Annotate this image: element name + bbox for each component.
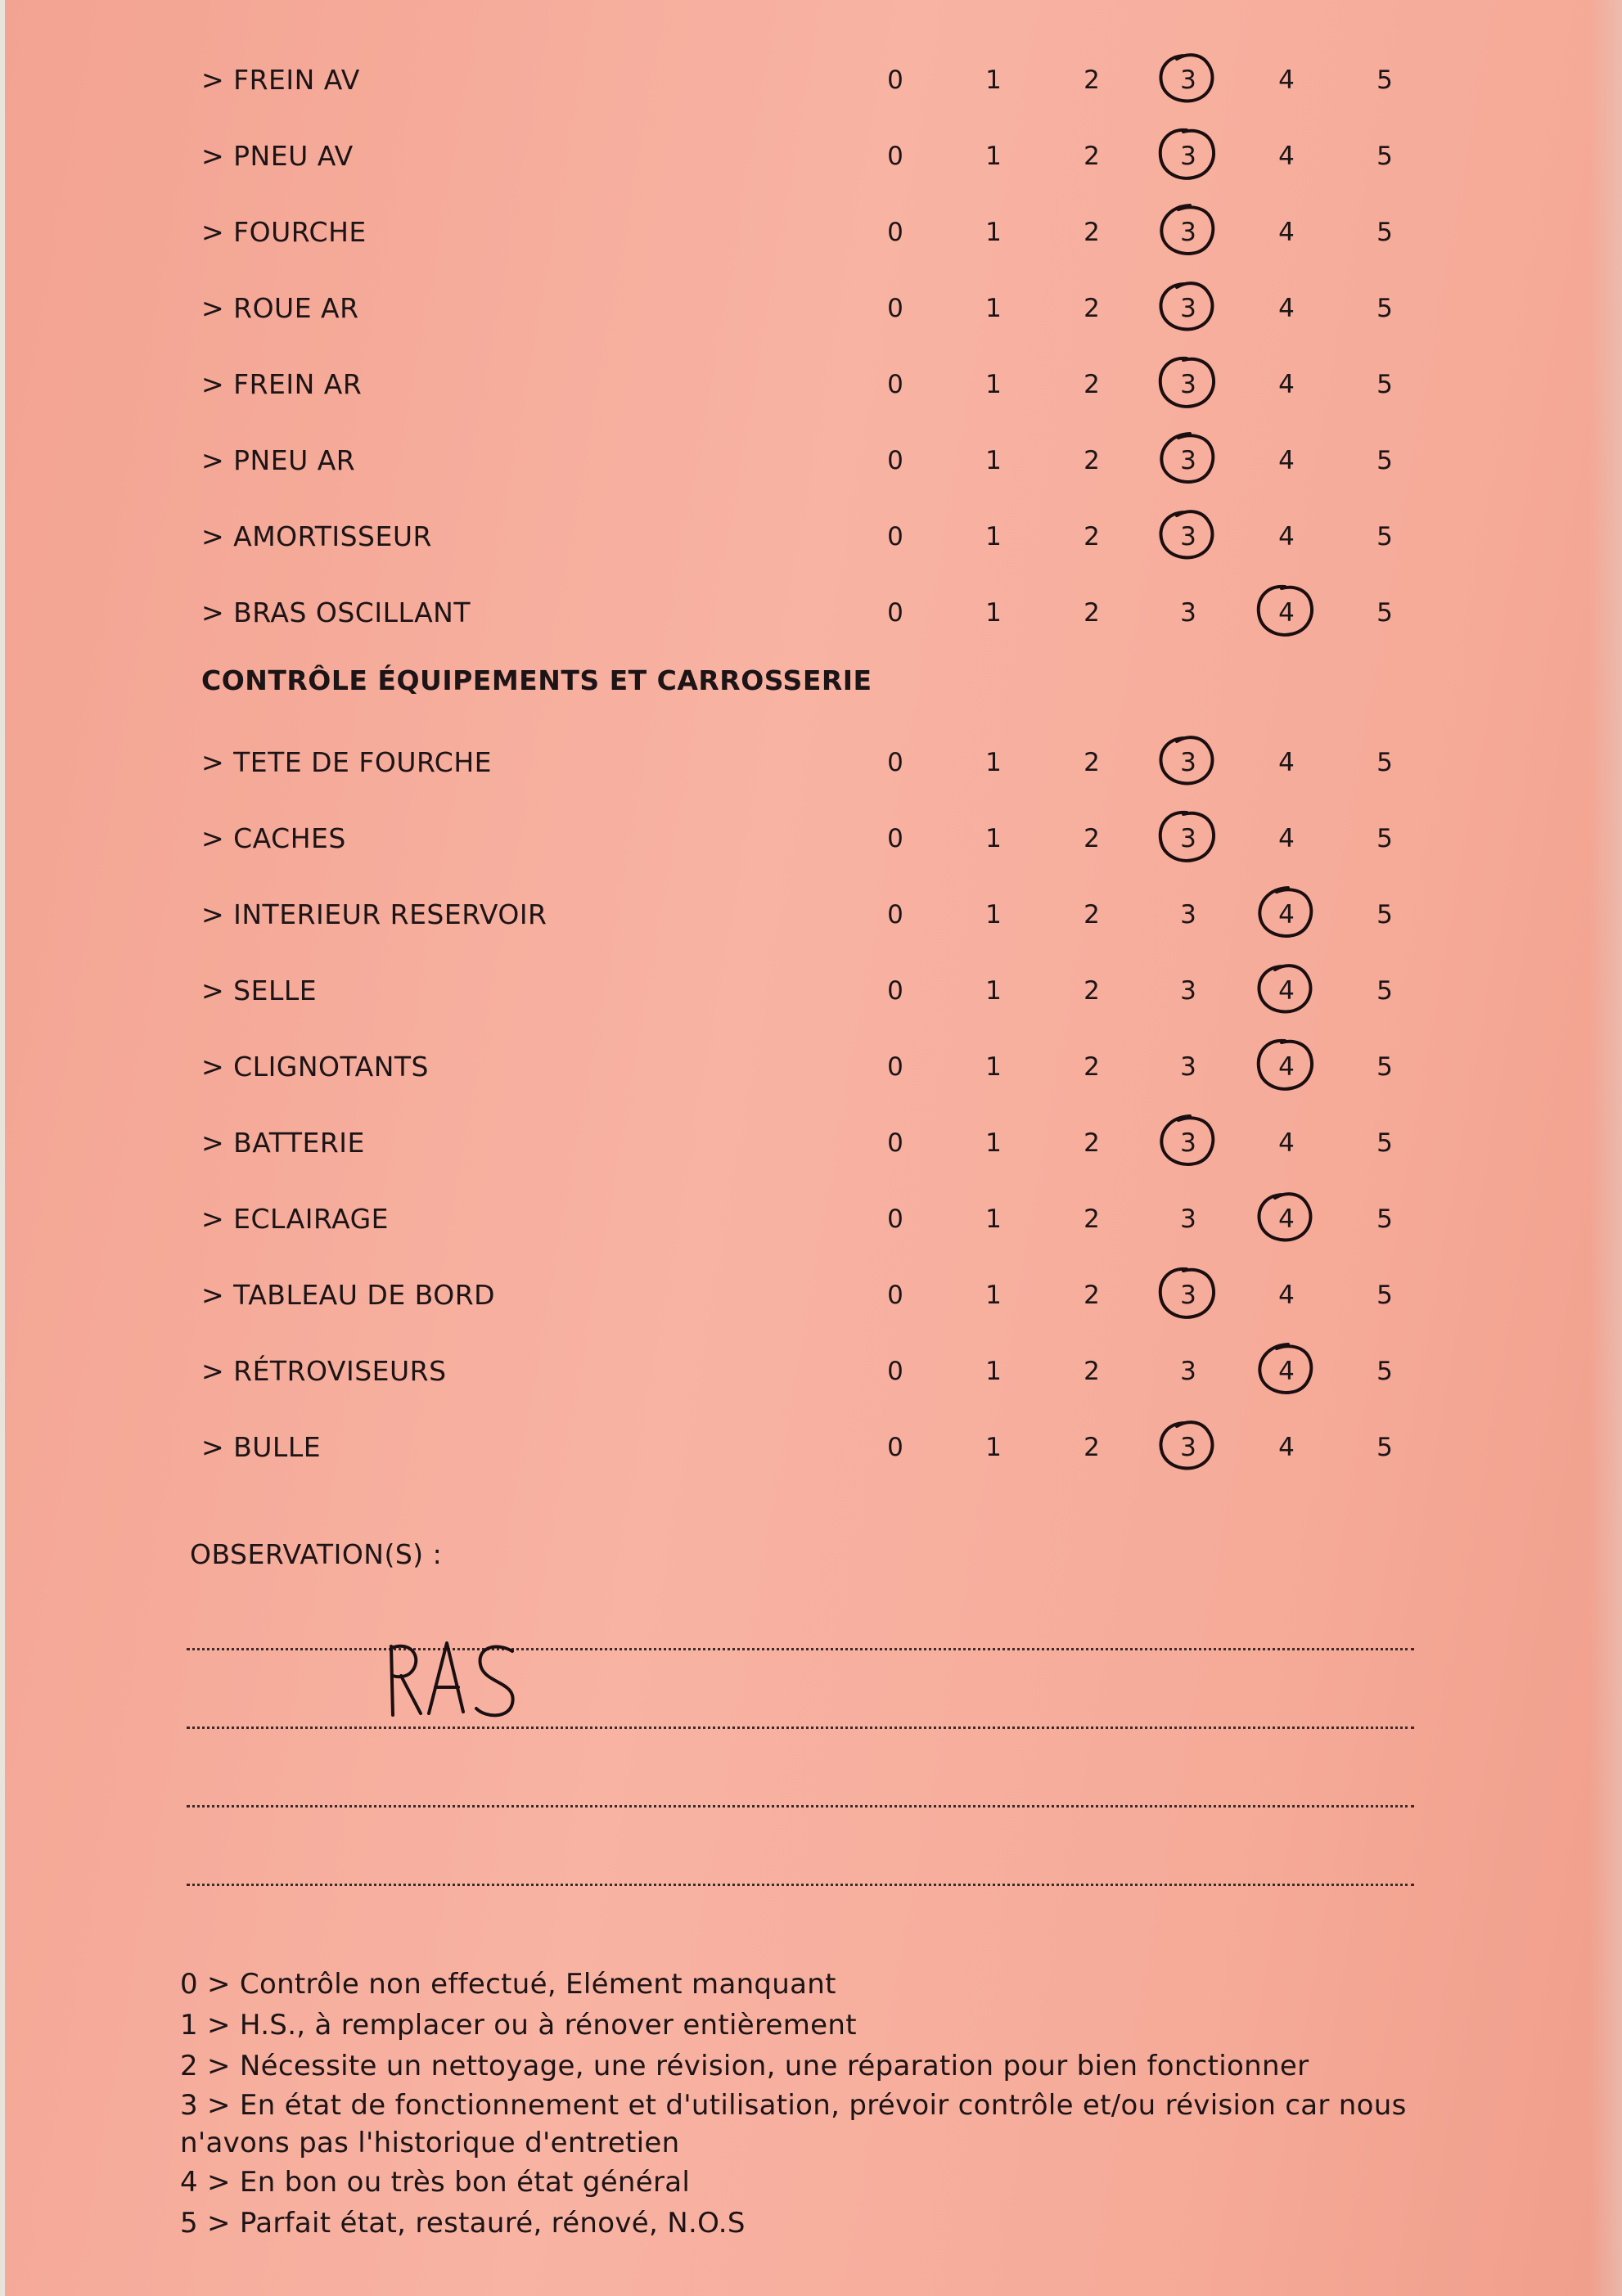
rating-option-5: 5 [1376, 522, 1393, 551]
rating-row [5, 1042, 1622, 1092]
rating-row-label: > TABLEAU DE BORD [201, 1279, 496, 1311]
rating-option-0: 0 [887, 370, 903, 399]
rating-option-4: 4 [1278, 1128, 1295, 1158]
rating-option-2: 2 [1084, 900, 1100, 930]
observation-line [187, 1648, 1414, 1650]
rating-option-5: 5 [1376, 748, 1393, 777]
rating-option-4: 4 [1262, 588, 1311, 637]
rating-option-3: 3 [1180, 1357, 1196, 1386]
rating-row-label: > FOURCHE [201, 216, 367, 248]
selected-rating-circle [1154, 49, 1219, 108]
observations-label: OBSERVATION(S) : [190, 1538, 443, 1570]
rating-option-2: 2 [1084, 446, 1100, 475]
selected-rating-circle [1252, 884, 1318, 943]
rating-option-2: 2 [1084, 294, 1100, 323]
rating-row [5, 738, 1622, 787]
rating-option-2: 2 [1084, 522, 1100, 551]
rating-option-3: 3 [1164, 814, 1213, 863]
rating-option-5: 5 [1376, 446, 1393, 475]
rating-option-4: 4 [1278, 522, 1295, 551]
rating-option-5: 5 [1376, 598, 1393, 628]
rating-option-3: 3 [1164, 1423, 1213, 1472]
section-title: CONTRÔLE ÉQUIPEMENTS ET CARROSSERIE [201, 664, 872, 696]
rating-row [5, 1347, 1622, 1396]
rating-option-0: 0 [887, 1357, 903, 1386]
rating-option-4: 4 [1278, 370, 1295, 399]
selected-rating-circle [1154, 201, 1219, 260]
rating-row-label: > FREIN AV [201, 64, 360, 96]
rating-option-2: 2 [1084, 1433, 1100, 1462]
legend-item: 2 > Nécessite un nettoyage, une révision, une réparation pour bien fonctionner [180, 2050, 1309, 2082]
rating-row-label: > FREIN AR [201, 368, 363, 400]
rating-option-1: 1 [985, 142, 1002, 171]
rating-option-5: 5 [1376, 900, 1393, 930]
rating-option-0: 0 [887, 522, 903, 551]
rating-option-4: 4 [1278, 446, 1295, 475]
rating-option-2: 2 [1084, 65, 1100, 95]
observation-line [187, 1805, 1414, 1808]
selected-rating-circle [1154, 1264, 1219, 1323]
selected-rating-circle [1154, 277, 1219, 336]
rating-option-3: 3 [1164, 1119, 1213, 1168]
rating-option-0: 0 [887, 142, 903, 171]
rating-option-3: 3 [1164, 284, 1213, 333]
selected-rating-circle [1154, 125, 1219, 184]
rating-option-1: 1 [985, 370, 1002, 399]
rating-option-3: 3 [1164, 208, 1213, 257]
rating-row [5, 1423, 1622, 1472]
rating-row [5, 56, 1622, 105]
rating-option-2: 2 [1084, 824, 1100, 853]
rating-option-4: 4 [1278, 294, 1295, 323]
rating-row-label: > BULLE [201, 1431, 322, 1463]
rating-option-5: 5 [1376, 1281, 1393, 1310]
rating-row [5, 890, 1622, 939]
rating-option-5: 5 [1376, 1204, 1393, 1234]
rating-option-5: 5 [1376, 218, 1393, 247]
rating-option-1: 1 [985, 446, 1002, 475]
rating-option-1: 1 [985, 824, 1002, 853]
rating-option-1: 1 [985, 598, 1002, 628]
rating-option-1: 1 [985, 1281, 1002, 1310]
selected-rating-circle [1154, 808, 1219, 867]
rating-option-0: 0 [887, 1204, 903, 1234]
rating-option-5: 5 [1376, 294, 1393, 323]
rating-row [5, 588, 1622, 637]
rating-option-4: 4 [1278, 1433, 1295, 1462]
observation-line [187, 1884, 1414, 1886]
rating-option-0: 0 [887, 976, 903, 1006]
rating-option-4: 4 [1262, 1195, 1311, 1244]
rating-option-5: 5 [1376, 370, 1393, 399]
rating-row [5, 284, 1622, 333]
rating-row [5, 436, 1622, 485]
rating-option-4: 4 [1262, 890, 1311, 939]
rating-row-label: > SELLE [201, 975, 318, 1006]
rating-row-label: > CLIGNOTANTS [201, 1051, 429, 1083]
rating-option-5: 5 [1376, 1433, 1393, 1462]
rating-option-0: 0 [887, 598, 903, 628]
rating-option-5: 5 [1376, 1052, 1393, 1082]
rating-option-4: 4 [1262, 1042, 1311, 1092]
rating-option-3: 3 [1164, 1271, 1213, 1320]
rating-option-5: 5 [1376, 1128, 1393, 1158]
rating-option-4: 4 [1262, 1347, 1311, 1396]
rating-option-0: 0 [887, 218, 903, 247]
rating-option-0: 0 [887, 65, 903, 95]
rating-option-0: 0 [887, 294, 903, 323]
selected-rating-circle [1154, 1416, 1219, 1475]
selected-rating-circle [1252, 582, 1318, 641]
rating-option-4: 4 [1278, 142, 1295, 171]
rating-option-5: 5 [1376, 1357, 1393, 1386]
rating-row-label: > RÉTROVISEURS [201, 1355, 447, 1387]
rating-option-1: 1 [985, 1128, 1002, 1158]
rating-option-3: 3 [1164, 132, 1213, 181]
rating-row-label: > PNEU AV [201, 140, 354, 172]
rating-option-4: 4 [1278, 748, 1295, 777]
rating-row-label: > CACHES [201, 822, 346, 854]
rating-option-0: 0 [887, 446, 903, 475]
selected-rating-circle [1252, 1036, 1318, 1095]
rating-option-4: 4 [1262, 966, 1311, 1015]
rating-option-0: 0 [887, 1128, 903, 1158]
rating-option-0: 0 [887, 1433, 903, 1462]
rating-option-1: 1 [985, 1433, 1002, 1462]
rating-option-3: 3 [1180, 1204, 1196, 1234]
rating-row-label: > INTERIEUR RESERVOIR [201, 898, 547, 930]
rating-option-0: 0 [887, 1281, 903, 1310]
legend-item: 3 > En état de fonctionnement et d'utilisation, prévoir contrôle et/ou révision car nous n'avons pas l'historique d'entretien [180, 2089, 1407, 2159]
selected-rating-circle [1252, 1340, 1318, 1399]
rating-option-2: 2 [1084, 218, 1100, 247]
rating-option-0: 0 [887, 824, 903, 853]
rating-row [5, 512, 1622, 561]
handwritten-observation [381, 1636, 529, 1727]
rating-row-label: > BATTERIE [201, 1127, 365, 1159]
rating-option-5: 5 [1376, 142, 1393, 171]
legend-item: 4 > En bon ou très bon état général [180, 2166, 691, 2199]
rating-row [5, 208, 1622, 257]
rating-option-1: 1 [985, 1052, 1002, 1082]
rating-row [5, 360, 1622, 409]
rating-option-1: 1 [985, 1357, 1002, 1386]
rating-option-2: 2 [1084, 976, 1100, 1006]
rating-row [5, 1271, 1622, 1320]
selected-rating-circle [1252, 1188, 1318, 1247]
legend-item: 0 > Contrôle non effectué, Elément manquant [180, 1968, 836, 2001]
rating-row [5, 966, 1622, 1015]
observation-line [187, 1727, 1414, 1729]
rating-option-3: 3 [1164, 436, 1213, 485]
rating-option-1: 1 [985, 1204, 1002, 1234]
rating-option-3: 3 [1164, 738, 1213, 787]
rating-option-5: 5 [1376, 824, 1393, 853]
selected-rating-circle [1154, 353, 1219, 412]
rating-option-4: 4 [1278, 824, 1295, 853]
rating-option-0: 0 [887, 748, 903, 777]
rating-option-5: 5 [1376, 976, 1393, 1006]
rating-option-2: 2 [1084, 598, 1100, 628]
rating-option-1: 1 [985, 748, 1002, 777]
legend [180, 1964, 1440, 2244]
rating-option-2: 2 [1084, 142, 1100, 171]
selected-rating-circle [1154, 506, 1219, 565]
rating-option-2: 2 [1084, 370, 1100, 399]
inspection-sheet [5, 0, 1622, 2296]
rating-option-2: 2 [1084, 1281, 1100, 1310]
rating-row-label: > AMORTISSEUR [201, 520, 432, 552]
selected-rating-circle [1154, 732, 1219, 790]
rating-option-2: 2 [1084, 1128, 1100, 1158]
rating-option-2: 2 [1084, 1052, 1100, 1082]
rating-option-0: 0 [887, 900, 903, 930]
rating-row [5, 132, 1622, 181]
handwritten-observation-text: RAS [381, 1636, 383, 1637]
rating-option-1: 1 [985, 65, 1002, 95]
rating-row [5, 1195, 1622, 1244]
rating-option-2: 2 [1084, 1204, 1100, 1234]
rating-row-label: > ECLAIRAGE [201, 1203, 389, 1235]
rating-row [5, 814, 1622, 863]
rating-option-3: 3 [1180, 598, 1196, 628]
rating-option-3: 3 [1164, 360, 1213, 409]
rating-option-4: 4 [1278, 1281, 1295, 1310]
rating-option-2: 2 [1084, 748, 1100, 777]
rating-row-label: > BRAS OSCILLANT [201, 597, 471, 628]
selected-rating-circle [1154, 1112, 1219, 1171]
rating-option-3: 3 [1180, 976, 1196, 1006]
rating-row-label: > TETE DE FOURCHE [201, 746, 492, 778]
rating-option-4: 4 [1278, 218, 1295, 247]
selected-rating-circle [1154, 430, 1219, 488]
rating-option-1: 1 [985, 976, 1002, 1006]
rating-option-1: 1 [985, 218, 1002, 247]
legend-item: 5 > Parfait état, restauré, rénové, N.O.S [180, 2207, 746, 2240]
rating-option-3: 3 [1180, 900, 1196, 930]
legend-item: 1 > H.S., à remplacer ou à rénover entièrement [180, 2009, 857, 2042]
rating-row-label: > PNEU AR [201, 444, 356, 476]
rating-option-3: 3 [1180, 1052, 1196, 1082]
rating-option-5: 5 [1376, 65, 1393, 95]
rating-option-3: 3 [1164, 512, 1213, 561]
rating-option-0: 0 [887, 1052, 903, 1082]
rating-option-1: 1 [985, 294, 1002, 323]
rating-option-1: 1 [985, 522, 1002, 551]
rating-option-1: 1 [985, 900, 1002, 930]
rating-row-label: > ROUE AR [201, 292, 359, 324]
rating-option-4: 4 [1278, 65, 1295, 95]
selected-rating-circle [1252, 960, 1318, 1019]
rating-option-3: 3 [1164, 56, 1213, 105]
rating-row [5, 1119, 1622, 1168]
rating-option-2: 2 [1084, 1357, 1100, 1386]
